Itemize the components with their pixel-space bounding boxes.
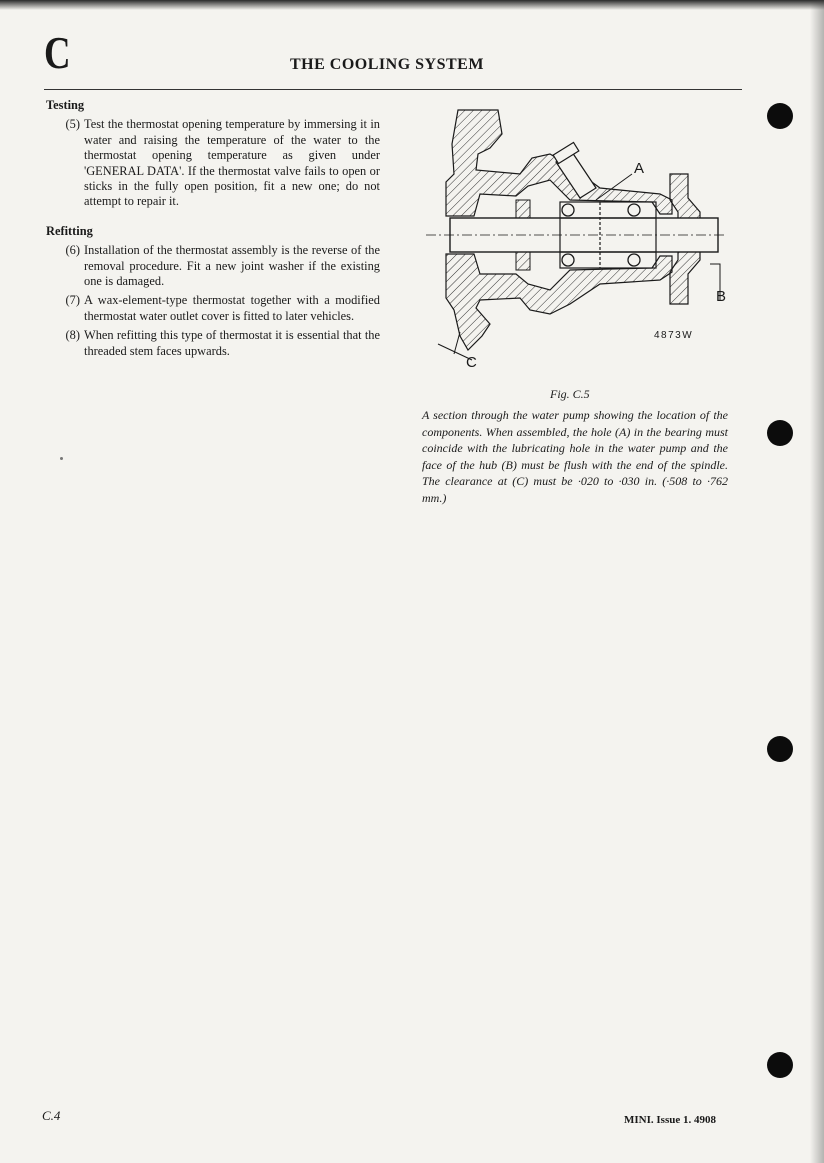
figure-caption-title: Fig. C.5: [550, 387, 590, 401]
item-number: (7): [65, 293, 80, 308]
section-letter: C: [44, 27, 71, 78]
figure-label-a: A: [634, 160, 645, 177]
binder-hole: [767, 103, 793, 129]
seal: [516, 200, 530, 218]
bearing-ball: [562, 254, 574, 266]
item-text: Test the thermostat opening temperature by immersing it in water and raising the temperature of the water to the thermostat opening temperature as given under 'GENERAL DATA'. If the thermostat valve fails to open or sticks in the fully open position, fit a new one; do not attempt to repair it.: [84, 117, 380, 209]
list-item: [46, 117, 380, 209]
list-item: [46, 243, 380, 289]
bearing-ball: [562, 204, 574, 216]
binder-hole: [767, 1052, 793, 1078]
figure-caption: A section through the water pump showing the location of the components. When assembled, the hole (A) in the bearing must coincide with the lubricating hole in the water pump and the face of the hub (B) must be flush with the end of the spindle. The clearance at (C) must be ·020 to ·030 in. (·508 to ·762 mm.): [422, 408, 728, 505]
figure-label-b: B: [716, 288, 727, 305]
page-number: C.4: [42, 1108, 61, 1123]
edition-info: MINI. Issue 1. 4908: [624, 1114, 716, 1126]
refitting-heading: Refitting: [46, 223, 93, 238]
item-number: (6): [65, 243, 80, 258]
figure-code: 4873W: [654, 330, 694, 341]
item-text: Installation of the thermostat assembly is the reverse of the removal procedure. Fit a new joint washer if the existing one is damaged.: [84, 243, 380, 289]
seal: [516, 252, 530, 270]
item-number: (5): [65, 117, 80, 132]
item-text: A wax-element-type thermostat together with a modified thermostat water outlet cover is fitted to later vehicles.: [84, 293, 380, 323]
scan-top-edge: [0, 0, 824, 10]
list-item: [46, 293, 380, 324]
header-divider: [44, 89, 742, 90]
scan-right-edge: [810, 0, 824, 1163]
binder-hole: [767, 736, 793, 762]
text-column: [46, 98, 380, 359]
bearing-ball: [628, 254, 640, 266]
scan-speck: [60, 457, 63, 460]
item-text: When refitting this type of thermostat it is essential that the threaded stem faces upwards.: [84, 328, 380, 358]
figure-label-c: C: [466, 354, 477, 371]
list-item: [46, 328, 380, 359]
page-title: THE COOLING SYSTEM: [290, 56, 484, 73]
item-number: (8): [65, 328, 80, 343]
bearing-ball: [628, 204, 640, 216]
binder-hole: [767, 420, 793, 446]
testing-heading: Testing: [46, 98, 85, 112]
